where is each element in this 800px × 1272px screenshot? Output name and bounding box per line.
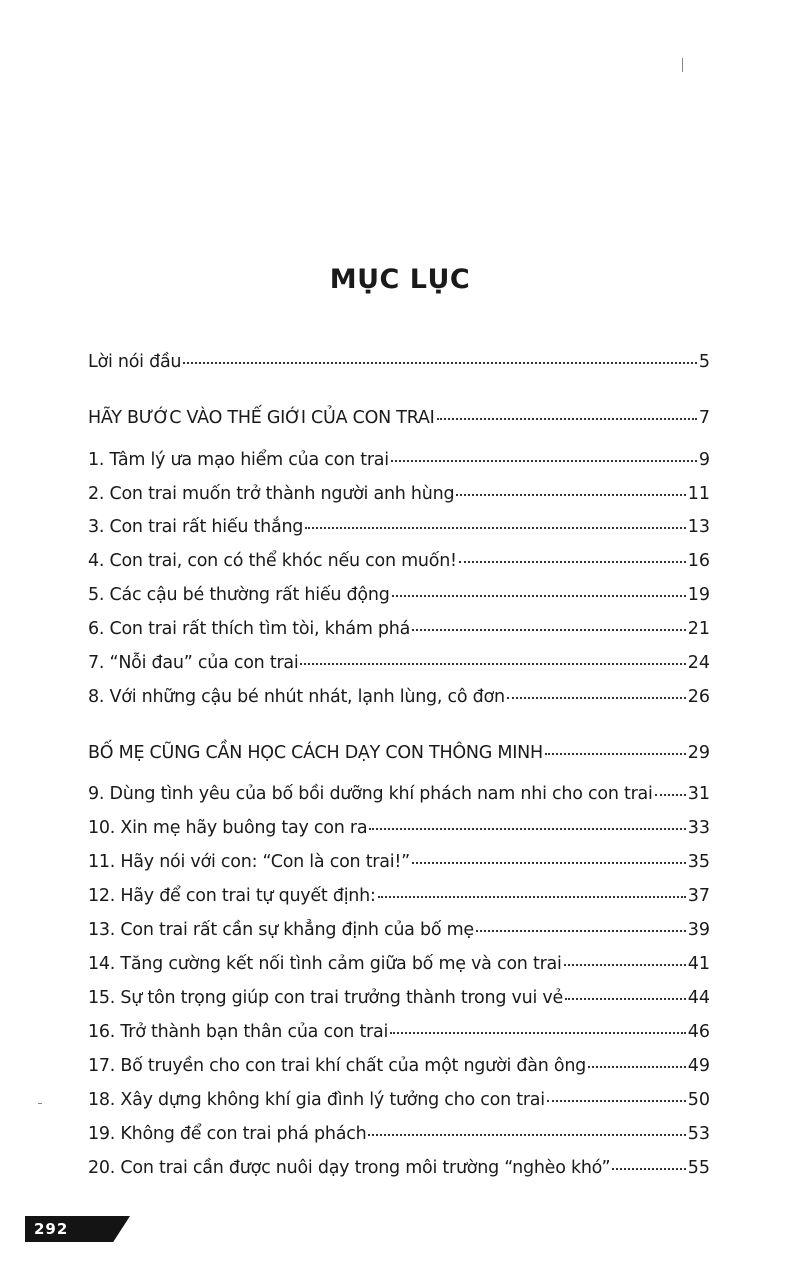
toc-entry-label: 10. Xin mẹ hãy buông tay con ra xyxy=(88,818,368,838)
toc-entry xyxy=(88,884,710,908)
dot-leader xyxy=(305,527,686,529)
toc-entry xyxy=(88,549,710,573)
toc-entry-page: 9 xyxy=(698,450,710,470)
toc-entry-page: 50 xyxy=(687,1090,710,1110)
dot-leader xyxy=(547,1100,686,1102)
dot-leader xyxy=(368,1134,685,1136)
toc-entry-label: 14. Tăng cường kết nối tình cảm giữa bố mẹ và con trai xyxy=(88,954,562,974)
toc-entry xyxy=(88,685,710,709)
toc-entry-label: 6. Con trai rất thích tìm tòi, khám phá xyxy=(88,619,411,639)
toc-entry xyxy=(88,782,710,806)
toc-entry-label: HÃY BƯỚC VÀO THẾ GIỚI CỦA CON TRAI xyxy=(88,408,435,428)
toc-entry xyxy=(88,952,710,976)
toc-entry xyxy=(88,1020,710,1044)
toc-entry-page: 46 xyxy=(687,1022,710,1042)
dot-leader xyxy=(391,460,697,462)
toc-entry-page: 29 xyxy=(687,743,710,763)
toc-entry-label: 5. Các cậu bé thường rất hiếu động xyxy=(88,585,390,605)
toc-entry xyxy=(88,583,710,607)
dot-leader xyxy=(412,862,686,864)
dot-leader xyxy=(476,930,686,932)
toc-entry-page: 7 xyxy=(698,408,710,428)
toc-entry-label: Lời nói đầu xyxy=(88,352,182,372)
dot-leader xyxy=(588,1066,686,1068)
toc-entry-label: 12. Hãy để con trai tự quyết định: xyxy=(88,886,376,906)
toc-entry-label: 15. Sự tôn trọng giúp con trai trưởng thành trong vui vẻ xyxy=(88,988,564,1008)
toc-entry-page: 31 xyxy=(687,784,710,804)
toc-entry-label: 7. “Nỗi đau” của con trai xyxy=(88,653,299,673)
toc-entry-page: 33 xyxy=(687,818,710,838)
dot-leader xyxy=(390,1032,686,1034)
dot-leader xyxy=(412,629,686,631)
toc-entry-label: 20. Con trai cần được nuôi dạy trong môi trường “nghèo khó” xyxy=(88,1158,611,1178)
toc-entry xyxy=(88,515,710,539)
page-title: MỤC LỤC xyxy=(329,264,471,296)
toc-entry-label: 3. Con trai rất hiếu thắng xyxy=(88,517,304,537)
dot-leader xyxy=(183,362,697,364)
toc-entry-label: 9. Dùng tình yêu của bố bồi dưỡng khí phách nam nhi cho con trai xyxy=(88,784,653,804)
toc-entry-page: 5 xyxy=(698,352,710,372)
toc-entry-page: 19 xyxy=(687,585,710,605)
dot-leader xyxy=(369,828,685,830)
toc-entry-page: 24 xyxy=(687,653,710,673)
toc-entry-page: 21 xyxy=(687,619,710,639)
toc-entry-page: 35 xyxy=(687,852,710,872)
toc-entry-label: BỐ MẸ CŨNG CẦN HỌC CÁCH DẠY CON THÔNG MINH xyxy=(88,743,543,763)
toc-entry xyxy=(88,1088,710,1112)
toc-entry xyxy=(88,1156,710,1180)
toc-entry-label: 16. Trở thành bạn thân của con trai xyxy=(88,1022,389,1042)
toc-entry-label: 8. Với những cậu bé nhút nhát, lạnh lùng, cô đơn xyxy=(88,687,505,707)
toc-entry-page: 55 xyxy=(687,1158,710,1178)
toc-entry-page: 16 xyxy=(687,551,710,571)
page-number: 292 xyxy=(34,1220,69,1238)
toc-entry xyxy=(88,918,710,942)
scan-speck xyxy=(38,1103,42,1104)
toc-entry-page: 49 xyxy=(687,1056,710,1076)
toc-entry-label: 11. Hãy nói với con: “Con là con trai!” xyxy=(88,852,410,872)
toc-entry-label: 1. Tâm lý ưa mạo hiểm của con trai xyxy=(88,450,389,470)
toc-entry xyxy=(88,816,710,840)
toc-entry-page: 26 xyxy=(687,687,710,707)
toc-entry xyxy=(88,651,710,675)
toc-entry-label: 18. Xây dựng không khí gia đình lý tưởng cho con trai xyxy=(88,1090,545,1110)
toc-entry xyxy=(88,617,710,641)
toc-entry-page: 37 xyxy=(687,886,710,906)
dot-leader xyxy=(565,998,686,1000)
toc-entry xyxy=(88,850,710,874)
scan-speck xyxy=(682,58,683,72)
toc-entry xyxy=(88,986,710,1010)
toc-entry-page: 11 xyxy=(687,484,710,504)
dot-leader xyxy=(378,896,686,898)
toc-entry-page: 41 xyxy=(687,954,710,974)
dot-leader xyxy=(459,561,686,563)
dot-leader xyxy=(507,697,686,699)
dot-leader xyxy=(564,964,686,966)
dot-leader xyxy=(612,1168,685,1170)
toc-entry xyxy=(88,1122,710,1146)
toc-section-heading xyxy=(88,741,710,765)
toc-entry-label: 19. Không để con trai phá phách xyxy=(88,1124,367,1144)
toc-entry-label: 4. Con trai, con có thể khóc nếu con muốn! xyxy=(88,551,457,571)
dot-leader xyxy=(300,663,685,665)
toc-entry-label: 17. Bố truyền cho con trai khí chất của một người đàn ông xyxy=(88,1056,587,1076)
toc-entry-page: 13 xyxy=(687,517,710,537)
toc-entry xyxy=(88,448,710,472)
toc-entry-label: 2. Con trai muốn trở thành người anh hùng xyxy=(88,484,455,504)
toc-entry xyxy=(88,482,710,506)
dot-leader xyxy=(545,753,686,755)
dot-leader xyxy=(655,794,686,796)
toc-entry-preface xyxy=(88,350,710,374)
dot-leader xyxy=(456,494,685,496)
dot-leader xyxy=(392,595,686,597)
toc-entry-page: 39 xyxy=(687,920,710,940)
toc-section-heading xyxy=(88,406,710,430)
toc-entry-page: 44 xyxy=(687,988,710,1008)
toc-entry-label: 13. Con trai rất cần sự khẳng định của bố mẹ xyxy=(88,920,474,940)
dot-leader xyxy=(437,418,697,420)
toc-entry xyxy=(88,1054,710,1078)
toc-entry-page: 53 xyxy=(687,1124,710,1144)
